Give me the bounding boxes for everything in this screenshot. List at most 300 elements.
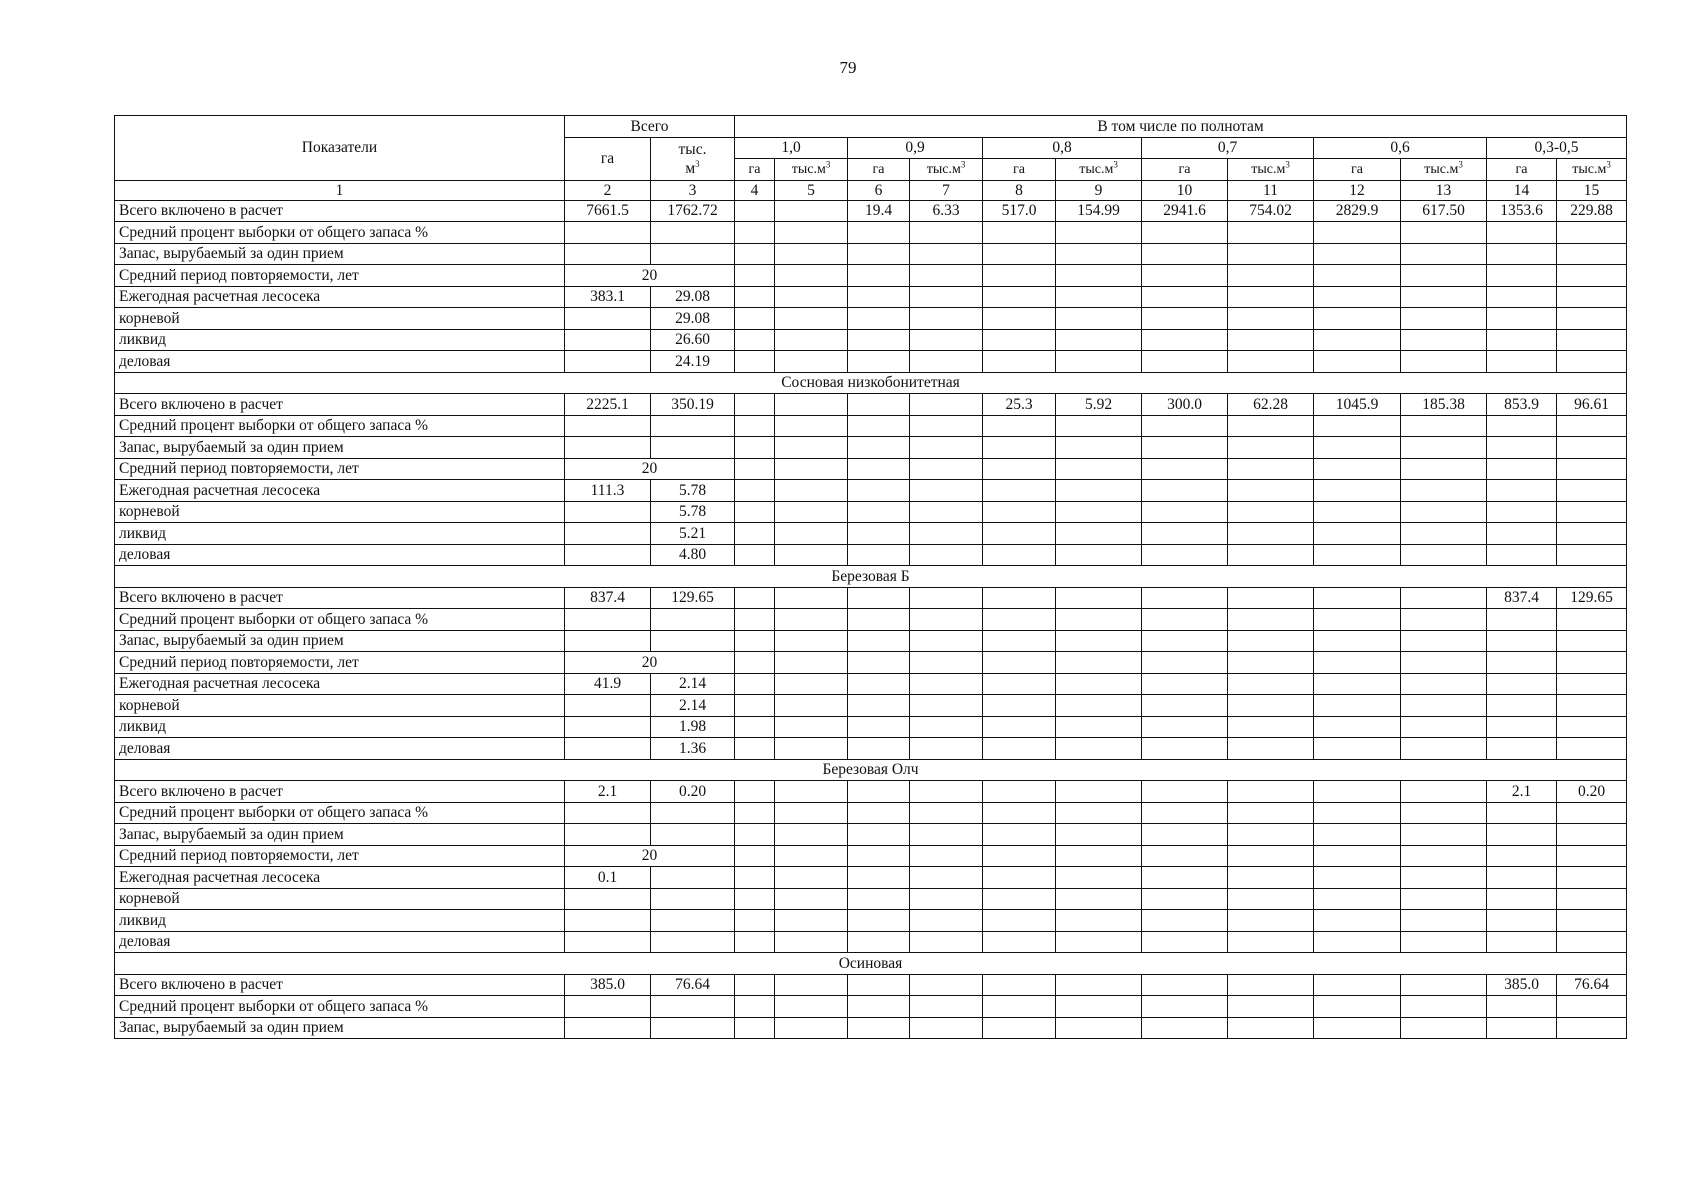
table-cell <box>1228 286 1314 308</box>
table-cell <box>1314 544 1401 566</box>
table-cell: 2.14 <box>651 673 735 695</box>
table-cell <box>1142 1017 1228 1039</box>
table-cell <box>1487 458 1557 480</box>
table-cell <box>775 458 848 480</box>
table-cell <box>735 1017 775 1039</box>
table-cell: 6.33 <box>910 200 983 222</box>
header-density-group: 0,7 <box>1142 137 1314 159</box>
table-cell <box>1228 308 1314 330</box>
table-row <box>115 996 1627 1018</box>
table-cell <box>565 738 651 760</box>
table-cell <box>1314 867 1401 889</box>
table-cell <box>1142 351 1228 373</box>
table-cell <box>1401 329 1487 351</box>
table-cell: 41.9 <box>565 673 651 695</box>
table-cell <box>1142 544 1228 566</box>
table-row <box>115 974 1627 996</box>
table-cell <box>848 910 910 932</box>
merged-value-cell: 20 <box>565 845 735 867</box>
row-label: ликвид <box>115 716 565 738</box>
table-row <box>115 673 1627 695</box>
table-cell <box>775 480 848 502</box>
table-cell <box>848 1017 910 1039</box>
row-label: Средний процент выборки от общего запаса % <box>115 609 565 631</box>
merged-value-cell: 20 <box>565 652 735 674</box>
table-cell <box>1314 437 1401 459</box>
table-cell <box>735 845 775 867</box>
table-cell <box>775 200 848 222</box>
table-cell <box>1314 501 1401 523</box>
row-label: Запас, вырубаемый за один прием <box>115 243 565 265</box>
table-cell <box>1557 544 1627 566</box>
table-cell <box>1056 587 1142 609</box>
column-number: 4 <box>735 180 775 200</box>
table-cell <box>1487 308 1557 330</box>
table-cell <box>1142 329 1228 351</box>
table-row <box>115 544 1627 566</box>
table-cell <box>848 630 910 652</box>
table-cell <box>848 996 910 1018</box>
table-cell <box>1228 652 1314 674</box>
table-cell <box>1142 652 1228 674</box>
table-cell <box>983 329 1056 351</box>
table-cell <box>910 1017 983 1039</box>
table-cell: 5.78 <box>651 501 735 523</box>
table-cell <box>1401 802 1487 824</box>
table-cell <box>1557 802 1627 824</box>
table-cell: 111.3 <box>565 480 651 502</box>
table-cell: 754.02 <box>1228 200 1314 222</box>
table-cell <box>848 867 910 889</box>
table-cell <box>651 996 735 1018</box>
table-cell <box>565 888 651 910</box>
table-cell <box>1401 630 1487 652</box>
table-cell <box>1487 1017 1557 1039</box>
table-cell <box>1228 243 1314 265</box>
table-cell <box>651 824 735 846</box>
table-cell <box>1401 716 1487 738</box>
table-cell <box>848 394 910 416</box>
header-unit-volume: $тыс.м^3$ <box>775 159 848 181</box>
table-cell <box>983 222 1056 244</box>
table-cell <box>1401 523 1487 545</box>
column-number: 10 <box>1142 180 1228 200</box>
table-cell <box>1487 415 1557 437</box>
column-number: 1 <box>115 180 565 200</box>
table-cell <box>983 931 1056 953</box>
table-cell <box>565 609 651 631</box>
row-label: Запас, вырубаемый за один прием <box>115 824 565 846</box>
section-header-row <box>115 759 1627 781</box>
table-cell <box>565 931 651 953</box>
table-cell <box>1557 437 1627 459</box>
table-cell <box>983 243 1056 265</box>
table-cell <box>1401 845 1487 867</box>
table-cell: 29.08 <box>651 308 735 330</box>
table-cell <box>1228 351 1314 373</box>
table-cell <box>1228 458 1314 480</box>
table-cell <box>1142 802 1228 824</box>
table-cell <box>1557 888 1627 910</box>
column-number: 5 <box>775 180 848 200</box>
table-cell <box>775 394 848 416</box>
table-cell <box>651 630 735 652</box>
table-cell <box>1228 781 1314 803</box>
table-cell: 837.4 <box>1487 587 1557 609</box>
table-cell <box>910 329 983 351</box>
table-cell <box>1401 458 1487 480</box>
table-cell <box>1056 996 1142 1018</box>
table-cell <box>1142 673 1228 695</box>
table-cell <box>848 781 910 803</box>
table-cell <box>983 1017 1056 1039</box>
table-cell <box>1487 738 1557 760</box>
table-cell <box>848 501 910 523</box>
table-cell <box>565 630 651 652</box>
table-cell: 7661.5 <box>565 200 651 222</box>
table-cell <box>1142 738 1228 760</box>
table-cell <box>1228 673 1314 695</box>
table-cell <box>735 974 775 996</box>
table-cell: 1.36 <box>651 738 735 760</box>
table-cell <box>1228 996 1314 1018</box>
header-density-group: 0,3-0,5 <box>1487 137 1627 159</box>
table-cell <box>735 222 775 244</box>
table-cell <box>1142 265 1228 287</box>
table-cell <box>910 716 983 738</box>
table-cell <box>983 738 1056 760</box>
table-row <box>115 222 1627 244</box>
table-cell <box>910 996 983 1018</box>
table-cell <box>1142 845 1228 867</box>
table-row <box>115 738 1627 760</box>
table-cell <box>1487 716 1557 738</box>
table-cell <box>1056 910 1142 932</box>
table-cell <box>983 781 1056 803</box>
table-cell <box>1056 695 1142 717</box>
table-cell <box>983 974 1056 996</box>
table-cell <box>1314 308 1401 330</box>
table-cell <box>1557 501 1627 523</box>
row-label: Всего включено в расчет <box>115 394 565 416</box>
table-cell <box>775 609 848 631</box>
header-unit-volume: $тыс.м^3$ <box>910 159 983 181</box>
table-cell <box>1314 781 1401 803</box>
table-cell <box>775 501 848 523</box>
table-cell <box>1557 523 1627 545</box>
row-label: Всего включено в расчет <box>115 781 565 803</box>
table-cell <box>1401 437 1487 459</box>
column-number: 12 <box>1314 180 1401 200</box>
table-cell <box>848 329 910 351</box>
row-label: Средний период повторяемости, лет <box>115 652 565 674</box>
table-cell <box>1142 587 1228 609</box>
table-cell <box>910 888 983 910</box>
table-cell <box>1401 824 1487 846</box>
table-cell <box>910 587 983 609</box>
table-cell <box>1056 501 1142 523</box>
table-cell <box>1314 695 1401 717</box>
table-cell <box>1228 523 1314 545</box>
column-number: 6 <box>848 180 910 200</box>
table-cell <box>1228 437 1314 459</box>
table-cell <box>775 544 848 566</box>
table-cell <box>910 265 983 287</box>
table-cell <box>1401 931 1487 953</box>
table-cell <box>1142 243 1228 265</box>
table-row <box>115 716 1627 738</box>
table-cell <box>1228 931 1314 953</box>
header-total-ha: га <box>565 137 651 180</box>
row-label: корневой <box>115 695 565 717</box>
table-row <box>115 200 1627 222</box>
table-cell <box>735 996 775 1018</box>
table-cell <box>1142 308 1228 330</box>
table-row <box>115 824 1627 846</box>
table-cell <box>1487 824 1557 846</box>
table-row <box>115 308 1627 330</box>
table-cell <box>1142 781 1228 803</box>
table-cell <box>1314 286 1401 308</box>
table-cell <box>1056 845 1142 867</box>
table-cell <box>1142 974 1228 996</box>
header-density-group: 0,6 <box>1314 137 1487 159</box>
table-cell <box>1056 630 1142 652</box>
table-cell <box>1487 802 1557 824</box>
table-cell <box>1314 652 1401 674</box>
column-number: 9 <box>1056 180 1142 200</box>
table-cell <box>565 501 651 523</box>
table-cell <box>1142 523 1228 545</box>
table-cell <box>1487 673 1557 695</box>
table-cell <box>1056 458 1142 480</box>
table-cell <box>910 867 983 889</box>
table-cell <box>848 523 910 545</box>
table-cell <box>1142 437 1228 459</box>
table-cell <box>983 824 1056 846</box>
section-title: Осиновая <box>115 953 1627 975</box>
table-cell <box>735 308 775 330</box>
table-cell <box>848 802 910 824</box>
table-cell <box>1228 867 1314 889</box>
table-cell <box>1557 308 1627 330</box>
table-cell: 1353.6 <box>1487 200 1557 222</box>
table-cell <box>1142 415 1228 437</box>
table-cell <box>651 609 735 631</box>
table-cell <box>1142 286 1228 308</box>
table-cell <box>848 974 910 996</box>
table-row <box>115 523 1627 545</box>
table-cell <box>910 738 983 760</box>
table-cell: 76.64 <box>1557 974 1627 996</box>
table-cell: 2829.9 <box>1314 200 1401 222</box>
table-cell <box>1487 222 1557 244</box>
table-cell <box>848 286 910 308</box>
table-cell <box>565 716 651 738</box>
row-label: Ежегодная расчетная лесосека <box>115 673 565 695</box>
table-cell <box>1056 609 1142 631</box>
table-row <box>115 845 1627 867</box>
section-title: Сосновая низкобонитетная <box>115 372 1627 394</box>
table-cell <box>910 630 983 652</box>
table-cell <box>848 222 910 244</box>
table-cell <box>565 910 651 932</box>
table-cell <box>735 652 775 674</box>
table-cell <box>1056 351 1142 373</box>
table-cell <box>1142 824 1228 846</box>
table-cell <box>735 480 775 502</box>
table-cell <box>651 802 735 824</box>
table-cell: 383.1 <box>565 286 651 308</box>
table-cell <box>1056 286 1142 308</box>
table-cell <box>651 1017 735 1039</box>
table-cell <box>1557 1017 1627 1039</box>
table-cell <box>1401 1017 1487 1039</box>
table-row <box>115 695 1627 717</box>
table-cell <box>565 523 651 545</box>
table-cell <box>1314 931 1401 953</box>
table-cell <box>1228 974 1314 996</box>
table-cell <box>735 931 775 953</box>
table-cell <box>775 652 848 674</box>
table-cell: 1045.9 <box>1314 394 1401 416</box>
table-cell <box>1401 286 1487 308</box>
table-cell <box>1228 501 1314 523</box>
table-row <box>115 652 1627 674</box>
table-cell <box>775 910 848 932</box>
table-cell <box>1228 480 1314 502</box>
table-cell <box>910 286 983 308</box>
table-cell <box>910 480 983 502</box>
table-cell <box>848 480 910 502</box>
table-cell <box>1056 824 1142 846</box>
table-row <box>115 415 1627 437</box>
table-cell: 2.1 <box>1487 781 1557 803</box>
row-label: Всего включено в расчет <box>115 200 565 222</box>
table-cell <box>1314 910 1401 932</box>
header-unit-ha: га <box>1314 159 1401 181</box>
table-cell <box>1142 458 1228 480</box>
table-cell <box>1142 222 1228 244</box>
header-row-1 <box>115 116 1627 138</box>
table-cell <box>848 931 910 953</box>
row-label: Средний процент выборки от общего запаса % <box>115 802 565 824</box>
header-density-group: 1,0 <box>735 137 848 159</box>
table-cell: 2225.1 <box>565 394 651 416</box>
row-label: Средний период повторяемости, лет <box>115 265 565 287</box>
table-cell <box>1314 888 1401 910</box>
table-cell: 25.3 <box>983 394 1056 416</box>
column-number: 2 <box>565 180 651 200</box>
table-cell <box>983 867 1056 889</box>
row-label: ликвид <box>115 329 565 351</box>
table-cell <box>848 243 910 265</box>
table-cell <box>735 544 775 566</box>
table-cell <box>1056 974 1142 996</box>
table-cell <box>1056 308 1142 330</box>
table-cell <box>848 738 910 760</box>
table-cell <box>1056 716 1142 738</box>
table-cell <box>1314 222 1401 244</box>
table-row <box>115 781 1627 803</box>
table-cell <box>735 673 775 695</box>
table-cell: 19.4 <box>848 200 910 222</box>
table-cell <box>565 437 651 459</box>
table-cell <box>1401 587 1487 609</box>
table-cell <box>735 437 775 459</box>
table-cell <box>735 265 775 287</box>
table-cell <box>1056 802 1142 824</box>
table-cell <box>1314 243 1401 265</box>
table-cell <box>775 888 848 910</box>
table-cell <box>910 609 983 631</box>
table-cell: 0.20 <box>1557 781 1627 803</box>
header-unit-ha: га <box>1142 159 1228 181</box>
table-cell <box>1487 652 1557 674</box>
table-cell <box>775 523 848 545</box>
table-cell <box>1314 265 1401 287</box>
table-cell <box>848 458 910 480</box>
table-cell <box>651 243 735 265</box>
table-row <box>115 910 1627 932</box>
header-by-density: В том числе по полнотам <box>735 116 1627 138</box>
table-cell <box>1056 415 1142 437</box>
table-cell <box>1557 415 1627 437</box>
table-cell <box>775 1017 848 1039</box>
table-row <box>115 480 1627 502</box>
table-cell <box>910 673 983 695</box>
table-cell <box>1487 544 1557 566</box>
table-cell <box>1228 845 1314 867</box>
table-cell <box>775 931 848 953</box>
table-cell <box>910 781 983 803</box>
table-cell <box>1228 630 1314 652</box>
row-label: Запас, вырубаемый за один прием <box>115 630 565 652</box>
table-cell <box>910 802 983 824</box>
table-cell <box>1314 415 1401 437</box>
table-cell <box>1056 523 1142 545</box>
table-cell <box>983 673 1056 695</box>
table-row <box>115 243 1627 265</box>
table-cell <box>1056 1017 1142 1039</box>
table-cell <box>1314 716 1401 738</box>
table-cell <box>848 716 910 738</box>
table-cell <box>735 587 775 609</box>
table-cell <box>848 609 910 631</box>
table-cell <box>1401 544 1487 566</box>
table-cell <box>848 587 910 609</box>
table-cell <box>1314 630 1401 652</box>
table-cell: 2.1 <box>565 781 651 803</box>
table-cell <box>735 523 775 545</box>
table-cell <box>1056 480 1142 502</box>
column-number: 11 <box>1228 180 1314 200</box>
table-cell <box>910 437 983 459</box>
table-cell <box>775 308 848 330</box>
table-cell <box>775 845 848 867</box>
table-cell: 1762.72 <box>651 200 735 222</box>
table-cell <box>910 910 983 932</box>
table-cell <box>1142 609 1228 631</box>
table-cell <box>1142 888 1228 910</box>
table-cell <box>775 974 848 996</box>
row-label: корневой <box>115 888 565 910</box>
table-cell: 4.80 <box>651 544 735 566</box>
table-cell <box>1401 480 1487 502</box>
row-label: Средний период повторяемости, лет <box>115 458 565 480</box>
table-cell <box>775 437 848 459</box>
table-cell <box>1557 480 1627 502</box>
